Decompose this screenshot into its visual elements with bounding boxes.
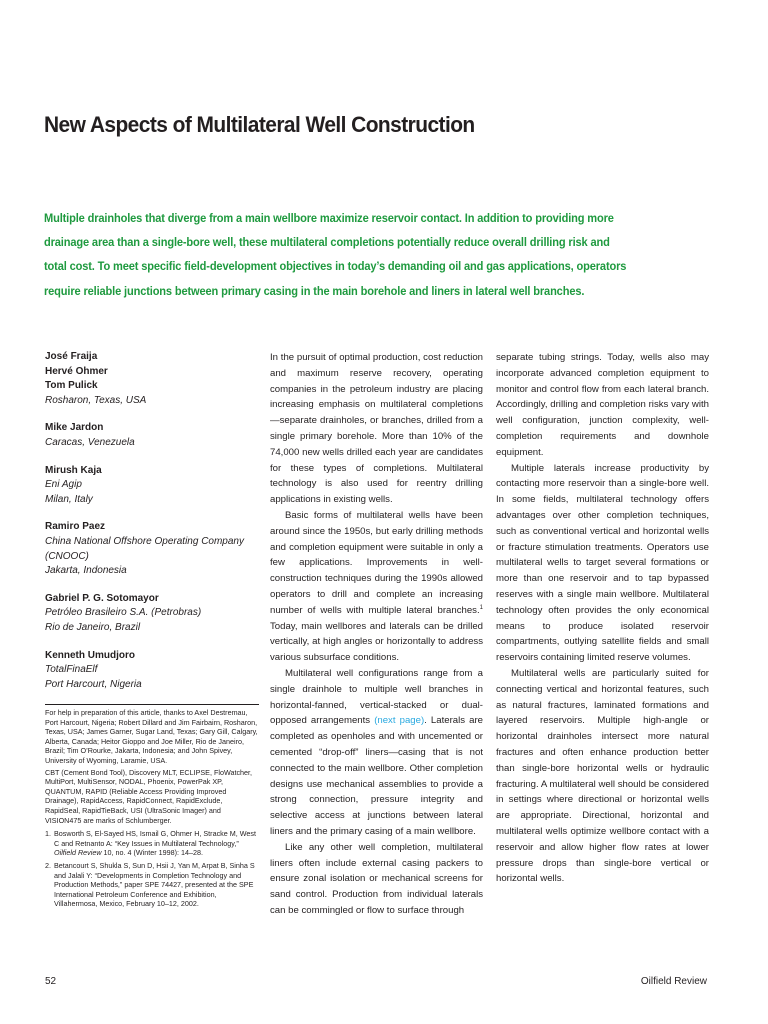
article-title: New Aspects of Multilateral Well Construction [44,112,475,137]
lead-line: require reliable junctions between primary casing in the main borehole and liners in lateral well branches. [44,284,585,298]
body-paragraph: Multiple laterals increase productivity by contacting more reservoir than a single-bore well. In some fields, multilateral technology offers advantages over other completion techniques, such as conventional vertical and horizontal wells or fracture stimulation treatments. Operators use multilateral wells to target several formations or more than one reservoir and to tap bypassed reserves with a single main wellbore. Multilateral technology often provides the only economical means to produce isolated reservoir compartments, outlying satellite fields and small reservoirs containing limited reserve volumes. [496,462,709,664]
author-affiliation: Port Harcourt, Nigeria [45,678,142,690]
author-name: José Fraija [45,351,98,362]
reference-text: Betancourt S, Shukla S, Sun D, Hsii J, Yan M, Arpat B, Sinha S and Jalali Y: “Developments in Completion Technology and Production Methods,” paper SPE 74427, presented at the SPE International Petroleum Conference and Exhibition, Villahermosa, Mexico, February 10–12, 2002. [54,860,255,909]
lead-line: Multiple drainholes that diverge from a main wellbore maximize reservoir contact. In addition to providing more [44,212,614,225]
publication-name: Oilfield Review [640,976,707,987]
author-group [45,592,255,636]
author-name: Mike Jardon [45,422,104,434]
footnote-divider [45,704,259,705]
author-name: Hervé Ohmer [45,365,108,377]
reference-text: Bosworth S, El-Sayed HS, Ismail G, Ohmer H, Stracke M, West C and Retnanto A: “Key Issues in Multilateral Technology,” [54,829,256,848]
lead-line: drainage area than a single-bore well, these multilateral completions potentially reduce overall drilling risk and [44,236,610,250]
author-name: Mirush Kaja [45,464,102,476]
author-name: Ramiro Paez [45,521,106,533]
next-page-link[interactable]: (next page) [374,715,425,727]
reference-number: 2. [45,860,51,870]
body-paragraph [270,508,483,666]
footnote-ref[interactable]: 1 [479,604,483,611]
reference-text: 10, no. 4 (Winter 1998): 14–28. [101,848,204,858]
body-column-1 [270,350,483,919]
footnotes [45,704,259,912]
body-text: . Laterals are completed as openholes and with uncemented or cemented “drop-off” liners—casing that is not connected to the main wellbore. Other completion designs use mechanical assemblies to provide a strong connection, pressure integrity and selective access at junctions between lateral liners and the primary casing of a main wellbore. [270,715,483,837]
author-group [45,350,255,408]
author-list [45,350,255,705]
body-paragraph: separate tubing strings. Today, wells also may incorporate advanced completion equipment to monitor and control flow from each lateral branch. Accordingly, drilling and completion risks vary with well configuration, junction complexity, well-completion requirements and downhole equipment. [496,352,709,458]
acknowledgment: For help in preparation of this article, thanks to Axel Destremau, Port Harcourt, Nigeria; Robert Dillard and Jim Fairbairn, Rosharon, Texas, USA; James Garner, Sugar Land, Texas; Gary Gill, Calgary, Alberta, Canada; Heitor Gioppo and Joe Miller, Rio de Janeiro, Brazil; Tim O’Rourke, Jakarta, Indonesia; and John Spivey, University of Wyoming, Laramie, USA. [45,708,258,765]
author-group [45,520,255,578]
reference-item [45,829,259,858]
author-group [45,464,255,508]
body-paragraph: Multilateral wells are particularly suited for connecting vertical and horizontal features, such as natural fractures, laminated formations and layered reservoirs. Multiple high-angle or horizontal drainholes intersect more natural fractures and often enhance production better than single-bore horizontal wells or hydraulic fracturing. A multilateral well should be considered in settings where directional or horizontal wells are appropriate. Directional, horizontal and multilateral wells optimize wellbore contact with a reservoir and allow higher flow rates at lower pressure drops than single-bore vertical or horizontal wells. [496,667,709,885]
author-name: Kenneth Umudjoro [45,649,135,661]
author-affiliation: (CNOOC) [45,550,89,562]
author-affiliation: Milan, Italy [45,493,93,505]
author-affiliation: TotalFinaElf [45,664,98,676]
journal-title: Oilfield Review [54,848,102,858]
author-affiliation: Caracas, Venezuela [45,436,135,448]
body-text: Multilateral well configurations range from a single drainhole to multiple well branches in horizontal-fanned, vertical-stacked or dual-opposed arrangements [270,667,483,727]
body-text: Today, main wellbores and laterals can be drilled vertically, at high angles or horizontally to address various subsurface conditions. [270,620,483,664]
lead-paragraph [44,207,724,304]
author-affiliation: Petróleo Brasileiro S.A. (Petrobras) [45,607,202,619]
reference-number: 1. [45,829,51,839]
author-affiliation: Jakarta, Indonesia [45,565,127,577]
body-text: Basic forms of multilateral wells have been around since the 1950s, but early drilling methods and completion equipment were suitable in only a few applications. Improvements in well-construction techniques during the 1990s allowed operators to drill and complete an increasing number of wells with multiple lateral branches. [270,509,483,616]
author-group [45,649,255,693]
author-name: Tom Pulick [45,380,98,392]
body-paragraph [270,666,483,840]
author-affiliation: Rosharon, Texas, USA [45,394,147,406]
lead-line: total cost. To meet specific field-development objectives in today’s demanding oil and gas applications, operators [44,260,627,274]
trademark-notice: CBT (Cement Bond Tool), Discovery MLT, ECLIPSE, FloWatcher, MultiPort, MultiSensor, NODAL, Phoenix, PowerPak XP, QUANTUM, RAPID (Reliable Access Providing Improved Drainage), RapidAccess, RapidConnect, RapidExclude, RapidSeal, RapidTieBack, USI (UltraSonic Imager) and VISION475 are marks of Schlumberger. [45,767,253,825]
body-paragraph: In the pursuit of optimal production, cost reduction and maximum reserve recovery, operating companies in the petroleum industry are placing increasing emphasis on multilateral completions—separate drainholes, or branches, drilled from a single primary borehole. More than 10% of the 74,000 new wells drilled each year are candidates for these types of completions. Multilateral technology is also used for reentry drilling applications in existing wells. [270,352,483,506]
body-column-2 [496,350,709,887]
author-affiliation: Rio de Janeiro, Brazil [45,621,141,633]
author-affiliation: Eni Agip [45,479,82,491]
page-number: 52 [45,976,57,987]
body-paragraph: Like any other well completion, multilateral liners often include external casing packers to ensure zonal isolation or mechanical screens for sand control. Production from individual laterals can be commingled or flow to surface through [270,841,483,916]
author-affiliation: China National Offshore Operating Company [45,535,244,547]
author-name: Gabriel P. G. Sotomayor [45,592,159,604]
author-group [45,421,255,450]
reference-list [45,829,259,909]
reference-item [45,861,259,909]
